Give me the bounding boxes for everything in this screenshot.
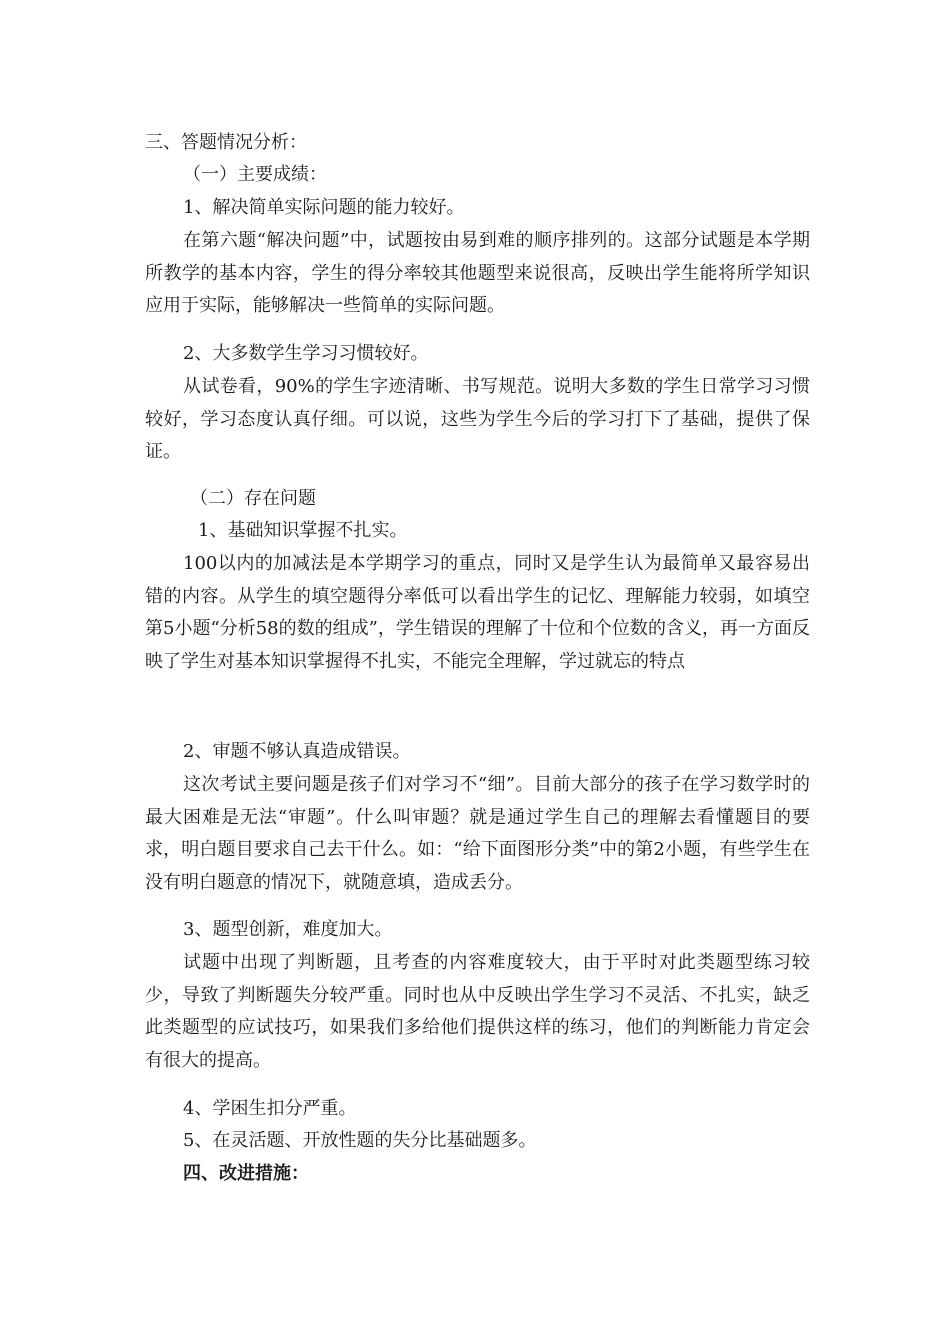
section-3-heading: 三、答题情况分析： [145, 132, 307, 153]
problems-heading: （二）存在问题 [190, 488, 316, 509]
achievement-2-title: 2、大多数学生学习习惯较好。 [183, 343, 429, 364]
achievements-heading: （一）主要成绩： [183, 164, 327, 185]
problem-2-title: 2、审题不够认真造成错误。 [183, 741, 411, 762]
achievement-1-title: 1、解决简单实际问题的能力较好。 [183, 197, 465, 218]
section-4-heading: 四、改进措施： [183, 1163, 309, 1184]
achievement-2-paragraph: 从试卷看，90%的学生字迹清晰、书写规范。说明大多数的学生日常学习习惯较好，学习态度认真仔细。可以说，这些为学生今后的学习打下了基础，提供了保证。 [145, 376, 810, 462]
problem-1-paragraph: 100以内的加减法是本学期学习的重点，同时又是学生认为最简单又最容易出错的内容。从学生的填空题得分率低可以看出学生的记忆、理解能力较弱，如填空第5小题“分析58的数的组成”，学生错误的理解了十位和个位数的含义，再一方面反映了学生对基本知识掌握得不扎实，不能完全理解，学过就忘的特点 [145, 553, 810, 672]
problem-2-paragraph: 这次考试主要问题是孩子们对学习不“细”。目前大部分的孩子在学习数学时的最大困难是无法“审题”。什么叫审题？就是通过学生自己的理解去看懂题目的要求，明白题目要求自己去干什么。如：“给下面图形分类”中的第2小题，有些学生在没有明白题意的情况下，就随意填，造成丢分。 [145, 774, 810, 893]
problem-5-title: 5、在灵活题、开放性题的失分比基础题多。 [183, 1130, 537, 1151]
achievement-1-paragraph: 在第六题“解决问题”中，试题按由易到难的顺序排列的。这部分试题是本学期所教学的基本内容，学生的得分率较其他题型来说很高，反映出学生能将所学知识应用于实际，能够解决一些简单的实际问题。 [145, 230, 810, 316]
problem-3-paragraph: 试题中出现了判断题，且考查的内容难度较大，由于平时对此类题型练习较少，导致了判断题失分较严重。同时也从中反映出学生学习不灵活、不扎实，缺乏此类题型的应试技巧，如果我们多给他们提供这样的练习，他们的判断能力肯定会有很大的提高。 [145, 952, 810, 1071]
problem-1-title: 1、基础知识掌握不扎实。 [198, 520, 408, 541]
problem-3-title: 3、题型创新，难度加大。 [183, 919, 393, 940]
problem-4-title: 4、学困生扣分严重。 [183, 1098, 357, 1119]
